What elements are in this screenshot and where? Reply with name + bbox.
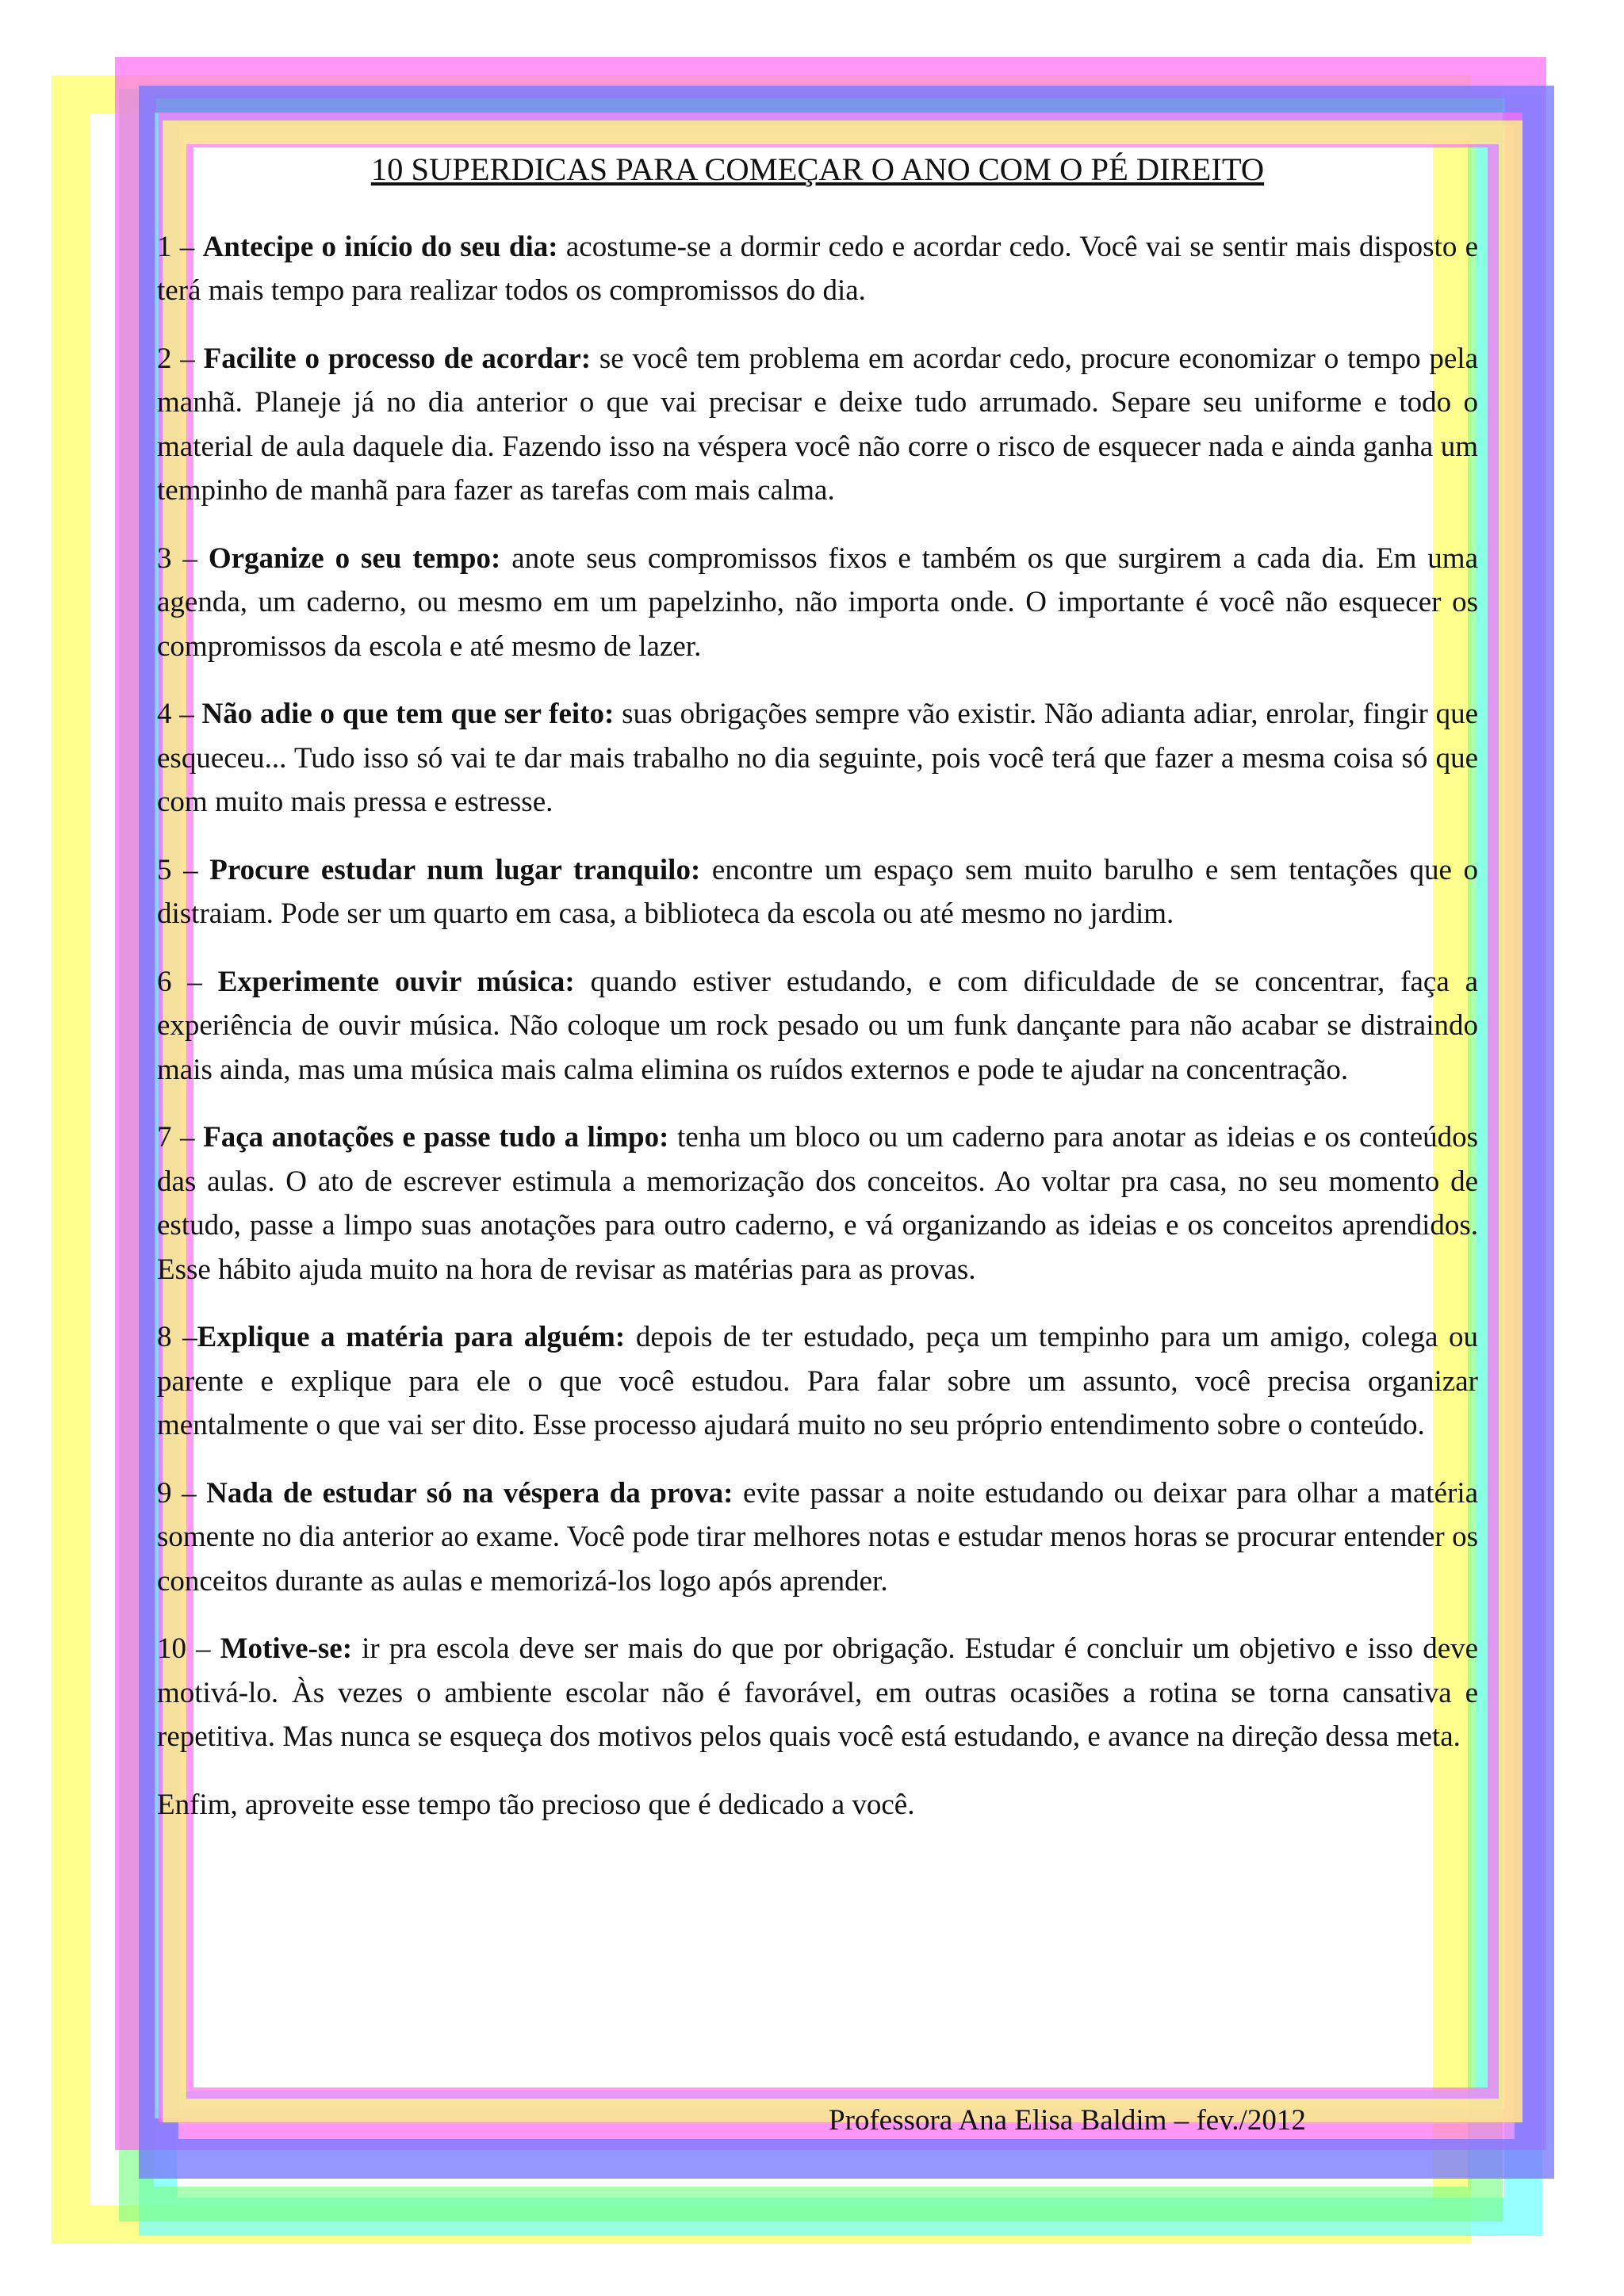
closing-text: Enfim, aproveite esse tempo tão precioso que é dedicado a você. bbox=[157, 1788, 915, 1821]
tip-text: anote seus compromissos fixos e também os que surgirem a cada dia. Em uma agenda, um caderno, ou mesmo em um papelzinho, não importa onde. O importante é você não esquecer os compromissos da escola e até mesmo de lazer. bbox=[157, 541, 1479, 663]
tip-heading: Explique a matéria para alguém: bbox=[197, 1321, 626, 1354]
document-content bbox=[157, 151, 1478, 1827]
tip-text: evite passar a noite estudando ou deixar para olhar a matéria somente no dia anterior ao exame. Você pode tirar melhores notas e estudar menos horas se procurar entender os conceitos durante as aulas e memorizá-los logo após aprender. bbox=[157, 1476, 1479, 1598]
tip-3 bbox=[157, 537, 1478, 669]
tip-7 bbox=[157, 1115, 1478, 1292]
tip-number: 5 – bbox=[157, 853, 198, 886]
tip-heading: Nada de estudar só na véspera da prova: bbox=[206, 1476, 733, 1510]
tip-heading: Não adie o que tem que ser feito: bbox=[201, 698, 615, 731]
tip-10 bbox=[157, 1627, 1478, 1759]
tip-number: 1 – bbox=[157, 230, 195, 263]
tip-text: se você tem problema em acordar cedo, procure economizar o tempo pela manhã. Planeje já no dia anterior o que vai precisar e deixe tudo arrumado. Separe seu uniforme e todo o material de aula daquele dia. Fazendo isso na véspera você não corre o risco de esquecer nada e ainda ganha um tempinho de manhã para fazer as tarefas com mais calma. bbox=[157, 342, 1479, 507]
tip-number: 2 – bbox=[157, 342, 195, 375]
tip-text: acostume-se a dormir cedo e acordar cedo. Você vai se sentir mais disposto e terá mais tempo para realizar todos os compromissos do dia. bbox=[157, 230, 1479, 308]
tip-2 bbox=[157, 337, 1478, 513]
tip-number: 9 – bbox=[157, 1476, 197, 1510]
tip-number: 3 – bbox=[157, 541, 197, 575]
tip-number: 7 – bbox=[157, 1121, 195, 1154]
tip-9 bbox=[157, 1471, 1478, 1604]
tip-number: 4 – bbox=[157, 698, 194, 731]
tip-heading: Organize o seu tempo: bbox=[208, 541, 501, 575]
tip-number: 10 – bbox=[157, 1632, 211, 1666]
tip-heading: Facilite o processo de acordar: bbox=[203, 342, 592, 375]
tip-number: 8 – bbox=[157, 1321, 197, 1354]
tip-text: tenha um bloco ou um caderno para anotar as ideias e os conteúdos das aulas. O ato de escrever estimula a memorização dos conceitos. Ao voltar pra casa, no seu momento de estudo, passe a limpo suas anotações para outro caderno, e vá organizando as ideias e os conceitos aprendidos. Esse hábito ajuda muito na hora de revisar as matérias para as provas. bbox=[157, 1121, 1479, 1286]
tip-text: suas obrigações sempre vão existir. Não adianta adiar, enrolar, fingir que esqueceu... Tudo isso só vai te dar mais trabalho no dia seguinte, pois você terá que fazer a mesma coisa só que com muito mais pressa e estresse. bbox=[157, 698, 1478, 819]
tip-heading: Procure estudar num lugar tranquilo: bbox=[209, 853, 701, 886]
tip-text: depois de ter estudado, peça um tempinho para um amigo, colega ou parente e explique para ele o que você estudou. Para falar sobre um assunto, você precisa organizar mentalmente o que vai ser dito. Esse processo ajudará muito no seu próprio entendimento sobre o conteúdo. bbox=[157, 1321, 1479, 1442]
tip-number: 6 – bbox=[157, 965, 202, 998]
tip-5 bbox=[157, 848, 1478, 936]
tip-heading: Motive-se: bbox=[220, 1632, 353, 1666]
tip-4 bbox=[157, 692, 1478, 825]
tip-heading: Experimente ouvir música: bbox=[217, 965, 575, 998]
tip-text: quando estiver estudando, e com dificuldade de se concentrar, faça a experiência de ouvir música. Não coloque um rock pesado ou um funk dançante para não acabar se distraindo mais ainda, mas uma música mais calma elimina os ruídos externos e pode te ajudar na concentração. bbox=[157, 965, 1478, 1086]
tip-heading: Antecipe o início do seu dia: bbox=[202, 230, 558, 263]
tip-text: encontre um espaço sem muito barulho e sem tentações que o distraiam. Pode ser um quarto em casa, a biblioteca da escola ou até mesmo no jardim. bbox=[157, 853, 1479, 931]
tip-8 bbox=[157, 1315, 1478, 1448]
tip-6 bbox=[157, 960, 1478, 1093]
tip-heading: Faça anotações e passe tudo a limpo: bbox=[203, 1121, 669, 1154]
tip-text: ir pra escola deve ser mais do que por obrigação. Estudar é concluir um objetivo e isso deve motivá-lo. Às vezes o ambiente escolar não é favorável, em outras ocasiões a rotina se torna cansativa e repetitiva. Mas nunca se esqueça dos motivos pelos quais você está estudando, e avance na direção dessa meta. bbox=[157, 1632, 1479, 1754]
page-title: 10 SUPERDICAS PARA COMEÇAR O ANO COM O PÉ DIREITO bbox=[370, 151, 1265, 187]
tip-1 bbox=[157, 225, 1478, 313]
signature: Professora Ana Elisa Baldim – fev./2012 bbox=[829, 2104, 1306, 2137]
